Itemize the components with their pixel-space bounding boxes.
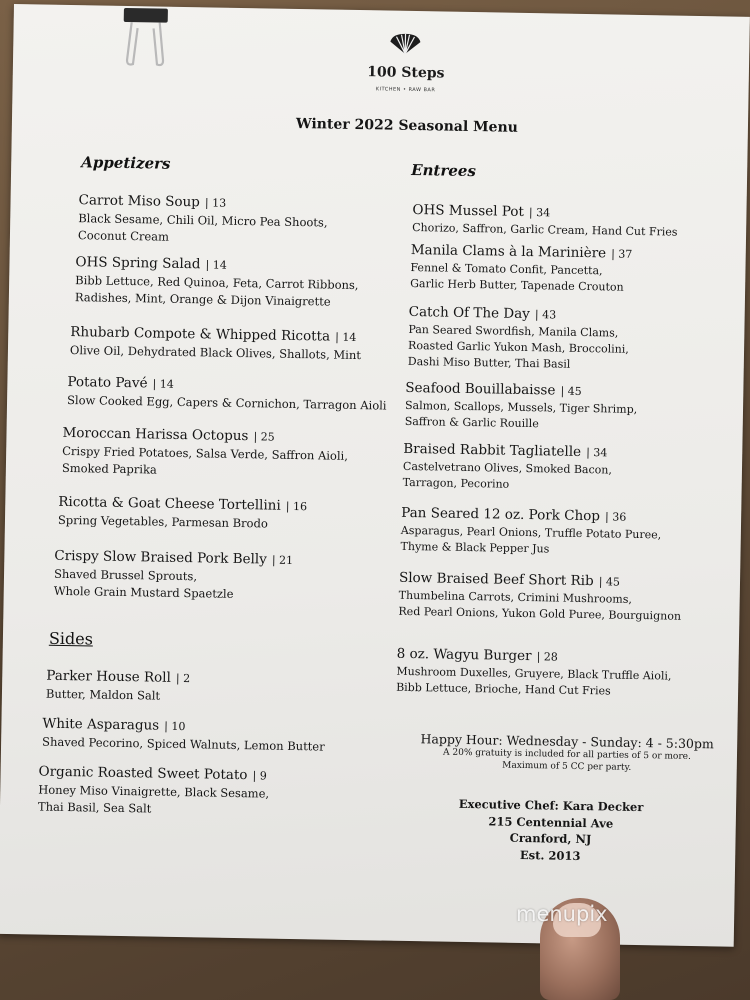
info-block [417, 731, 718, 775]
item-description: Chorizo, Saffron, Garlic Cream, Hand Cut Fries [412, 220, 678, 239]
executive-chef: Executive Chef: Kara Decker [458, 796, 644, 815]
item-description: Olive Oil, Dehydrated Black Olives, Shallots, Mint [69, 343, 362, 363]
menu-item [78, 189, 328, 248]
menu-item [75, 251, 359, 311]
item-name: OHS Mussel Pot [412, 201, 525, 220]
restaurant-tagline: KITCHEN • RAW BAR [375, 86, 436, 94]
item-description: Crispy Fried Potatoes, Salsa Verde, Saffron Aioli, Smoked Paprika [61, 443, 349, 477]
item-price: | 16 [285, 499, 308, 514]
item-name: Potato Pavé [67, 373, 148, 392]
item-name: Carrot Miso Soup [78, 192, 201, 211]
sides-heading: Sides [48, 628, 94, 649]
item-price: | 14 [152, 377, 174, 391]
item-price: | 14 [205, 258, 227, 272]
item-description: Shaved Brussel Sprouts, Whole Grain Mustard Spaetzle [53, 566, 234, 601]
item-name: Braised Rabbit Tagliatelle [403, 440, 582, 460]
address-line: 215 Centennial Ave [488, 813, 614, 831]
menu-item [54, 545, 294, 604]
menu-item [398, 567, 681, 625]
item-price: | 14 [335, 330, 357, 345]
menu-item [405, 377, 638, 434]
item-description: Fennel & Tomato Confit, Pancetta, Garlic Herb Butter, Tapenade Crouton [410, 260, 624, 294]
binder-clip-icon [117, 6, 174, 69]
item-description: Salmon, Scallops, Mussels, Tiger Shrimp, Saffron & Garlic Rouille [404, 398, 638, 431]
cc-limit-note: Maximum of 5 CC per party. [502, 760, 632, 773]
menu-title: Winter 2022 Seasonal Menu [295, 115, 519, 136]
item-name: Catch Of The Day [408, 303, 530, 323]
shell-logo-icon [387, 33, 423, 56]
item-price: | 34 [586, 446, 608, 460]
menu-item [410, 239, 633, 296]
menu-item [408, 301, 630, 374]
item-description: Bibb Lettuce, Red Quinoa, Feta, Carrot Ribbons, Radishes, Mint, Orange & Dijon Vinaigrette [74, 273, 359, 309]
item-price: | 28 [536, 650, 558, 664]
item-description: Honey Miso Vinaigrette, Black Sesame, Thai Basil, Sea Salt [37, 782, 270, 816]
established-line: Est. 2013 [519, 847, 581, 863]
item-price: | 10 [164, 719, 186, 734]
chef-block [455, 796, 646, 865]
item-name: Manila Clams à la Marinière [410, 241, 607, 262]
item-description: Asparagus, Pearl Onions, Truffle Potato Puree, Thyme & Black Pepper Jus [400, 523, 662, 556]
item-description: Castelvetrano Olives, Smoked Bacon, Tarragon, Pecorino [402, 459, 613, 491]
item-description: Thumbelina Carrots, Crimini Mushrooms, Red Pearl Onions, Yukon Gold Puree, Bourguignon [398, 588, 682, 623]
item-description: Mushroom Duxelles, Gruyere, Black Truffle Aioli, Bibb Lettuce, Brioche, Hand Cut Fries [396, 664, 672, 698]
menu-item [400, 502, 661, 560]
menu-item [396, 643, 672, 701]
gratuity-note: A 20% gratuity is included for all parties of 5 or more. [443, 747, 691, 762]
menu-item [58, 491, 307, 533]
appetizers-heading: Appetizers [81, 153, 171, 173]
item-name: White Asparagus [42, 715, 160, 734]
item-name: Slow Braised Beef Short Rib [398, 569, 594, 590]
menu-item [67, 371, 387, 415]
item-price: | 13 [204, 196, 227, 210]
item-price: | 2 [175, 671, 191, 686]
item-price: | 43 [534, 308, 557, 322]
item-price: | 9 [252, 769, 267, 783]
item-name: Parker House Roll [46, 667, 172, 686]
happy-hour-text: Happy Hour: Wednesday - Sunday: 4 - 5:30pm [420, 731, 714, 752]
menu-item [46, 665, 191, 706]
item-price: | 25 [253, 430, 275, 444]
menu-item [403, 438, 613, 495]
item-name: Ricotta & Goat Cheese Tortellini [58, 493, 281, 514]
item-name: OHS Spring Salad [75, 254, 201, 273]
item-description: Butter, Maldon Salt [45, 686, 161, 703]
restaurant-name: 100 Steps [367, 64, 445, 82]
item-price: | 36 [604, 510, 627, 524]
item-description: Pan Seared Swordfish, Manila Clams, Roasted Garlic Yukon Mash, Broccolini, Dashi Miso Butter, Thai Basil [407, 322, 629, 371]
watermark-logo: menupix [516, 902, 608, 926]
menu-item [62, 422, 349, 482]
item-name: 8 oz. Wagyu Burger [396, 645, 532, 665]
menu-item [38, 761, 270, 820]
entrees-heading: Entrees [411, 160, 477, 181]
item-price: | 21 [271, 553, 294, 567]
item-name: Organic Roasted Sweet Potato [38, 763, 248, 784]
city-line: Cranford, NJ [509, 830, 592, 847]
menu-item [412, 199, 678, 241]
item-name: Seafood Bouillabaisse [405, 379, 556, 399]
item-description: Black Sesame, Chili Oil, Micro Pea Shoots, Coconut Cream [77, 211, 328, 244]
item-description: Spring Vegetables, Parmesan Brodo [57, 512, 268, 531]
item-description: Shaved Pecorino, Spiced Walnuts, Lemon Butter [42, 734, 325, 754]
item-name: Moroccan Harissa Octopus [62, 424, 249, 445]
item-name: Crispy Slow Braised Pork Belly [54, 547, 267, 568]
menu-sheet [0, 4, 750, 947]
item-price: | 37 [611, 247, 633, 261]
menu-item [42, 713, 325, 756]
item-price: | 45 [598, 575, 621, 589]
item-price: | 34 [528, 206, 551, 220]
menu-item [70, 321, 362, 364]
item-name: Rhubarb Compote & Whipped Ricotta [70, 324, 331, 345]
item-name: Pan Seared 12 oz. Pork Chop [401, 504, 601, 525]
item-description: Slow Cooked Egg, Capers & Cornichon, Tarragon Aioli [66, 392, 387, 413]
item-price: | 45 [560, 384, 582, 398]
